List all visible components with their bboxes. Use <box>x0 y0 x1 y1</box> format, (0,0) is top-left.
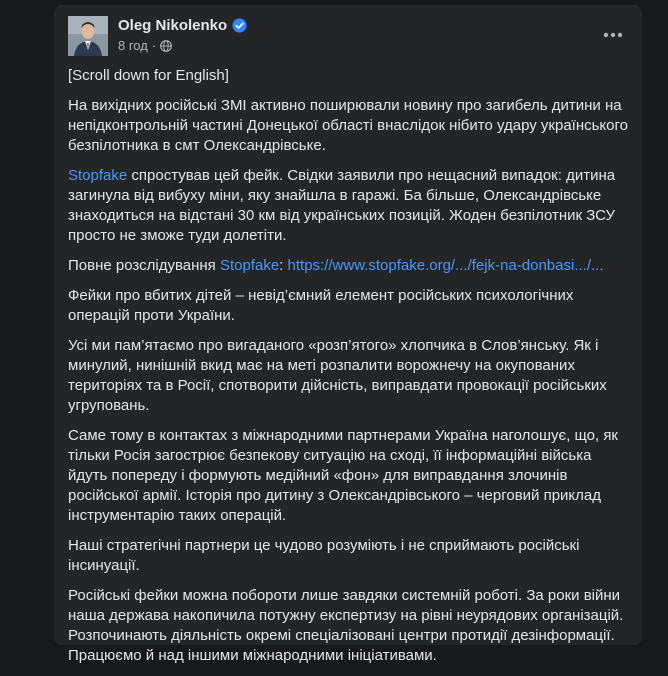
paragraph-5: Усі ми пам’ятаємо про вигаданого «розп’ятого» хлопчика в Слов’янську. Як і минулий, нинішній вкид має на меті розпалити ворожнечу на окупованих територіях та в Росії, спотворити дійсність, виправдати провокації російських угруповань. <box>68 337 607 414</box>
paragraph-3-colon: : <box>279 257 288 274</box>
paragraph-2-text: спростував цей фейк. Свідки заявили про нещасний випадок: дитина загинула від вибуху міни, яку знайшла в гаражі. Ба більше, Олександрівське знаходиться на відстані 30 км від українських позицій. Жоден безпілотник ЗСУ просто не зможе туди долетіти. <box>68 167 616 244</box>
paragraph-8: Російські фейки можна побороти лише завдяки системній роботі. За роки війни наша держава накопичила потужну експертизу на рівні неурядових організацій. Розпочинають діяльність окремі спеціалізовані центри протидії дезінформації. Працюємо й над іншими міжнародними ініціативами. <box>68 587 624 664</box>
author-avatar[interactable] <box>68 16 108 56</box>
paragraph-4: Фейки про вбитих дітей – невід’ємний елемент російських психологічних операцій проти України. <box>68 287 574 324</box>
stopfake-url-link[interactable]: https://www.stopfake.org/.../fejk-na-donbasi.../... <box>287 257 604 274</box>
post-time[interactable]: 8 год <box>118 38 148 53</box>
avatar-photo <box>68 16 108 56</box>
paragraph-3 <box>68 256 630 276</box>
author-line <box>118 17 247 34</box>
paragraph-2 <box>68 166 630 246</box>
post-header <box>68 16 628 58</box>
paragraph-scroll-note: [Scroll down for English] <box>68 67 229 84</box>
more-options-icon[interactable] <box>598 20 628 50</box>
stopfake-link[interactable]: Stopfake <box>68 167 128 184</box>
stopfake-link-2[interactable]: Stopfake <box>219 257 280 274</box>
facebook-post <box>54 5 642 664</box>
author-name[interactable]: Oleg Nikolenko <box>118 17 228 34</box>
globe-icon[interactable] <box>160 40 172 52</box>
post-meta <box>118 38 172 53</box>
paragraph-1: На вихідних російські ЗМІ активно поширювали новину про загибель дитини на непідконтрольній частині Донецької області внаслідок нібито удару українського безпілотника в смт Олександрівське. <box>68 97 628 154</box>
paragraph-6: Саме тому в контактах з міжнародними партнерами Україна наголошує, що, як тільки Росія загострює безпекову ситуацію на сході, її інформаційні війська йдуть попереду і формують медійний «фон» для виправдання злочинів російської армії. Історія про дитину з Олександрівського – черговий приклад інструментарію таких операцій. <box>68 427 618 524</box>
meta-separator: · <box>151 38 157 53</box>
post-text <box>68 66 630 676</box>
paragraph-7: Наші стратегічні партнери це чудово розуміють і не сприймають російські інсинуації. <box>68 537 580 574</box>
paragraph-3-prefix: Повне розслідування <box>68 257 220 274</box>
verified-badge-icon <box>232 18 247 33</box>
